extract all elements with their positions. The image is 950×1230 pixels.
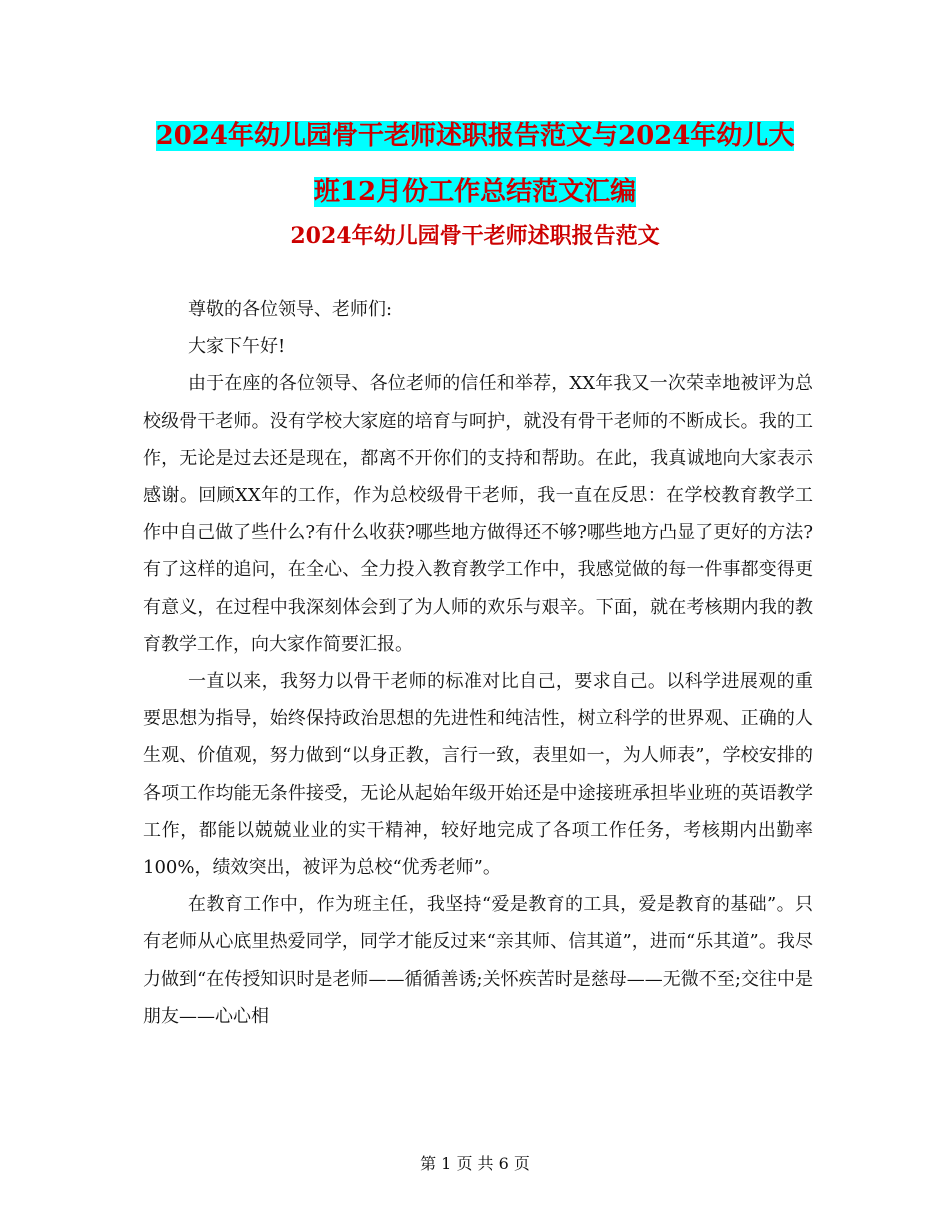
section-heading: 2024年幼儿园骨干老师述职报告范文 [290,223,660,249]
document-body [143,291,813,1035]
body-paragraph: 由于在座的各位领导、各位老师的信任和举荐，XX年我又一次荣幸地被评为总校级骨干老师。没有学校大家庭的培育与呵护，就没有骨干老师的不断成长。我的工作，无论是过去还是现在，都离不开你们的支持和帮助。在此，我真诚地向大家表示感谢。回顾XX年的工作，作为总校级骨干老师，我一直在反思：在学校教育教学工作中自己做了些什么?有什么收获?哪些地方做得还不够?哪些地方凸显了更好的方法?有了这样的追问，在全心、全力投入教育教学工作中，我感觉做的每一件事都变得更有意义，在过程中我深刻体会到了为人师的欢乐与艰辛。下面，就在考核期内我的教育教学工作，向大家作简要汇报。 [143,373,813,655]
salutation: 尊敬的各位领导、老师们: [188,299,393,320]
page-footer [0,1152,950,1176]
title-line-2: 班12月份工作总结范文汇编 [313,177,637,207]
greeting: 大家下午好! [188,336,286,358]
title-line-1: 2024年幼儿园骨干老师述职报告范文与2024年幼儿大 [155,121,795,151]
body-paragraph: 在教育工作中，作为班主任，我坚持“爱是教育的工具，爱是教育的基础”。只有老师从心底里热爱同学，同学才能反过来“亲其师、信其道”，进而“乐其道”。我尽力做到“在传授知识时是老师——循循善诱;关怀疾苦时是慈母——无微不至;交往中是朋友——心心相 [143,894,813,1027]
document-title [0,108,950,220]
body-paragraph: 一直以来，我努力以骨干老师的标准对比自己，要求自己。以科学进展观的重要思想为指导，始终保持政治思想的先进性和纯洁性，树立科学的世界观、正确的人生观、价值观，努力做到“以身正教，言行一致，表里如一，为人师表”，学校安排的各项工作均能无条件接受，无论从起始年级开始还是中途接班承担毕业班的英语教学工作，都能以兢兢业业的实干精神，较好地完成了各项工作任务，考核期内出勤率100%，绩效突出，被评为总校“优秀老师”。 [143,671,813,879]
page-number: 第 1 页 共 6 页 [420,1154,530,1173]
